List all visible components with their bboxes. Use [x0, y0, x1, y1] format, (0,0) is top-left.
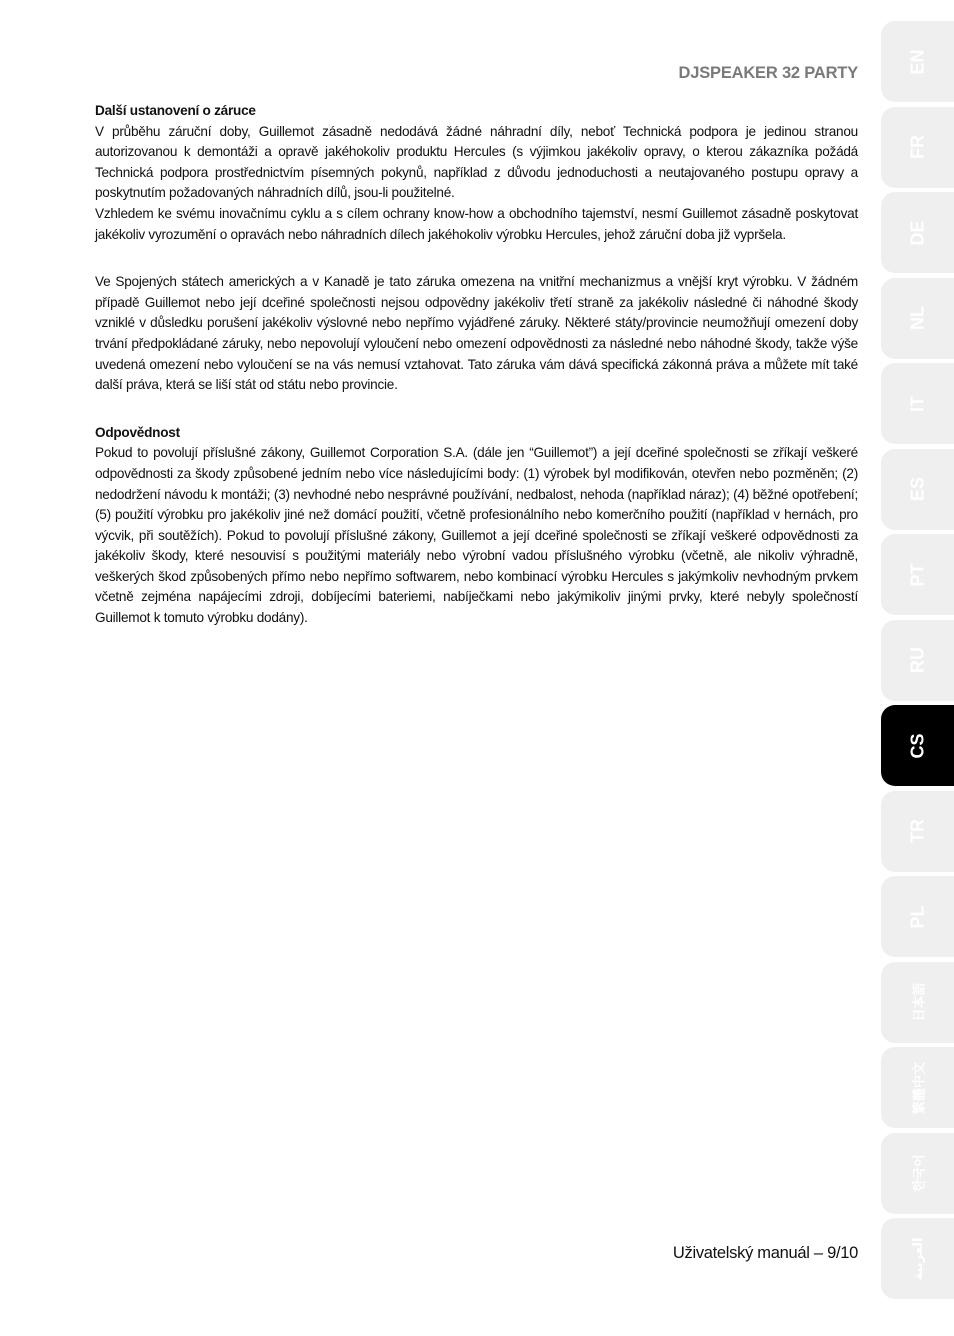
- section-heading-warranty: Další ustanovení o záruce: [95, 103, 256, 118]
- page-footer: Uživatelský manuál – 9/10: [672, 1244, 858, 1262]
- language-tab-ru[interactable]: [881, 620, 954, 701]
- tab-label: 日本語: [911, 982, 926, 1022]
- tab-label: EN: [907, 48, 927, 75]
- language-tab-fr[interactable]: [881, 107, 954, 188]
- paragraph: V průběhu záruční doby, Guillemot zásadně nedodává žádné náhradní díly, neboť Technická podpora je jedinou stranou autorizovanou k demontáži a opravě jakéhokoliv produktu Hercules (s výjimkou jakékoliv opravy, o kterou zákazníka požádá Technická podpora prostřednictvím písemných pokynů, například z důvodu jednoduchosti a neutajovaného postupu opravy a poskytnutím požadovaných náhradních dílů, jsou-li použitelné.: [95, 123, 858, 201]
- paragraph: Ve Spojených státech amerických a v Kanadě je tato záruka omezena na vnitřní mechanizmus a vnější kryt výrobku. V žádném případě Guillemot nebo její dceřiné společnosti nejsou odpovědny jakékoliv třetí straně za jakékoliv následné či náhodné škody vzniklé v důsledku porušení jakékoliv výslovné nebo nepřímo vyjádřené záruky. Některé státy/provincie neumožňují omezení doby trvání předpokládané záruky, nebo nepovolují vyloučení nebo omezení odpovědnosti za následné nebo náhodné škody, takže výše uvedená omezení nebo vyloučení se na vás nemusí vztahovat. Tato záruka vám dává specifická zákonná práva a můžete mít také další práva, která se liší stát od státu nebo provincie.: [95, 274, 858, 393]
- tab-label: العربية: [909, 1237, 925, 1280]
- section-heading-liability: Odpovědnost: [95, 424, 180, 440]
- tab-label: DE: [907, 219, 927, 246]
- paragraph: Vzhledem ke svému inovačnímu cyklu a s cílem ochrany know-how a obchodního tajemství, nesmí Guillemot zásadně poskytovat jakékoliv vyrozumění o opravách nebo náhradních dílech jakéhokoliv výrobku Hercules, jehož záruční doba již vypršela.: [95, 205, 858, 242]
- tab-label: CS: [907, 732, 927, 759]
- tab-label: IT: [907, 395, 927, 412]
- tab-label: RU: [907, 647, 927, 673]
- tab-label: PL: [907, 904, 927, 929]
- tab-label: FR: [907, 135, 927, 159]
- language-tab-ko[interactable]: [881, 1133, 954, 1214]
- document-body: [95, 101, 858, 629]
- language-tab-es[interactable]: [881, 449, 954, 530]
- language-tab-tr[interactable]: [881, 791, 954, 872]
- language-tab-ar[interactable]: [881, 1218, 954, 1299]
- language-tab-zh[interactable]: [881, 1047, 954, 1128]
- language-tab-pt[interactable]: [881, 534, 954, 615]
- document-title: DJSPEAKER 32 PARTY: [678, 64, 858, 82]
- paragraph: Pokud to povolují příslušné zákony, Guillemot Corporation S.A. (dále jen “Guillemot”) a její dceřiné společnosti se zříkají veškeré odpovědnosti za škody způsobené jedním nebo více následujícími body: (1) výrobek byl modifikován, otevřen nebo pozměněn; (2) nedodržení návodu k montáži; (3) nevhodné nebo nesprávné používání, nedbalost, nehoda (například náraz); (4) běžné opotřebení; (5) použití výrobku pro jakékoliv jiné než domácí použití, včetně profesionálního nebo komerčního použití (například v hernách, pro výcvik, při soutěžích). Pokud to povolují příslušné zákony, Guillemot a její dceřiné společnosti se zříkají veškeré odpovědnosti za jakékoliv škody, které nesouvisí s použitými materiály nebo výrobní vadou příslušného výrobku (včetně, ale nikoliv výhradně, veškerých škod způsobených přímo nebo nepřímo softwarem, nebo kombinací výrobku Hercules s jakýmkoliv nevhodným prvkem včetně zejména napájecími zdroji, dobíjecími bateriemi, nabíječkami nebo jakýmikoliv jinými prvky, které nebyly společností Guillemot k tomuto výrobku dodány).: [95, 445, 858, 626]
- section-spacer: [95, 396, 858, 423]
- language-tab-cs[interactable]: [881, 705, 954, 786]
- language-tab-en[interactable]: [881, 21, 954, 102]
- section-spacer: [95, 245, 858, 272]
- tab-label: 한국어: [911, 1154, 926, 1192]
- tab-label: PT: [907, 562, 927, 587]
- language-tab-de[interactable]: [881, 192, 954, 273]
- language-tab-it[interactable]: [881, 363, 954, 444]
- tab-label: ES: [907, 476, 927, 502]
- tab-label: 繁體中文: [911, 1061, 926, 1114]
- language-tabs: [881, 21, 954, 1304]
- language-tab-pl[interactable]: [881, 876, 954, 957]
- language-tab-ja[interactable]: [881, 962, 954, 1043]
- language-tab-nl[interactable]: [881, 278, 954, 359]
- tab-label: TR: [907, 819, 927, 843]
- tab-label: NL: [907, 306, 927, 330]
